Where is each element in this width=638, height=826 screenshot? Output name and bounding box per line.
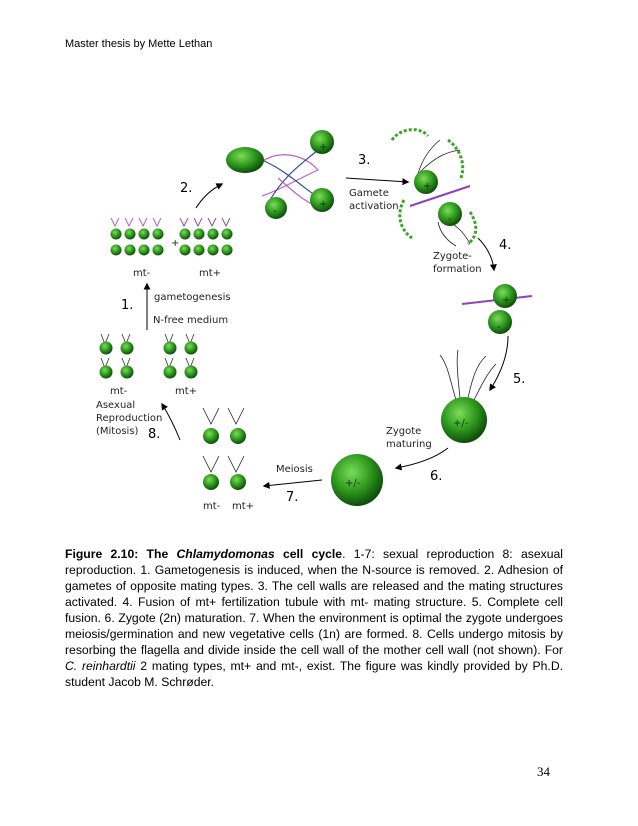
step-2-label: 2. [180,181,193,196]
label-gamete: Gamete [349,188,389,199]
step-8-label: 8. [148,427,161,442]
step-7-label: 7. [286,490,299,505]
label-mt-plus-bottom: mt+ [232,501,255,512]
label-nfree-medium: N-free medium [153,315,229,326]
step-1-label: 1. [121,298,134,313]
label-mt-minus-top: mt- [133,268,151,279]
label-activation: activation [349,201,399,212]
gamete-activation-cluster [392,130,476,246]
page-number: 34 [537,764,550,779]
label-gametogenesis: gametogenesis [154,292,231,303]
fused-zygote [440,350,496,443]
step-6-label: 6. [430,469,443,484]
label-meiosis: Meiosis [276,464,313,475]
gametes-mt-plus [180,218,233,256]
adhesion-cluster [226,130,334,219]
gametes-mt-minus [111,218,164,256]
vegetative-cells [100,334,198,379]
label-mt-minus-veg: mt- [110,386,128,397]
activation-plus: + [423,181,432,192]
caption-species: Chlamydomonas [176,547,275,561]
step-3-label: 3. [358,153,371,168]
adhesion-plus-1: + [319,142,328,153]
label-asexual-3: (Mitosis) [96,426,139,437]
page-header: Master thesis by Mette Lethan [65,38,213,50]
label-zygote-mat-1: Zygote [386,426,422,437]
figure-caption [65,546,563,690]
label-mt-plus-top: mt+ [199,268,222,279]
mature-zygote-sign: +/- [345,478,361,489]
label-zygote-form-1: Zygote- [433,251,472,262]
caption-fig-cycle: cell cycle [274,547,343,561]
gametes-plus-sign: + [171,238,180,249]
label-mt-plus-veg: mt+ [175,386,198,397]
fused-zygote-sign: +/- [453,418,469,429]
step-5-label: 5. [513,372,526,387]
caption-body-2: 2 mating types, mt+ and mt-, exist. The figure was kindly provided by Ph.D. student Jacob M. Schrøder. [65,659,564,689]
label-asexual-2: Reproduction [96,413,163,424]
mature-zygote [331,454,383,506]
formation-plus: + [502,295,511,306]
step-4-label: 4. [499,238,512,253]
caption-species-2: C. reinhardtii [65,659,136,673]
zygote-formation-cells [462,284,532,334]
adhesion-plus-2: + [319,199,328,210]
label-zygote-mat-2: maturing [386,439,432,450]
activation-minus: - [448,214,452,225]
formation-minus: - [497,322,501,333]
caption-fig-label: Figure 2.10: The [65,547,177,561]
label-mt-minus-bottom: mt- [203,501,221,512]
label-asexual-1: Asexual [96,400,136,411]
caption-body-1: . 1-7: sexual reproduction 8: asexual reproduction. 1. Gametogenesis is induced, when the N-source is removed. 2. Adhesion of gametes of opposite mating types. 3. The cell walls are released and the mating structures activated. 4. Fusion of mt+ fertilization tubule with mt- mating structure. 5. Complete cell fusion. 6. Zygote (2n) maturation. 7. When the environment is optimal the zygote undergoes meiosis/germination and new vegetative cells (1n) are formed. 8. Cells undergo mitosis by resorbing the flagella and divide inside the cell wall of the mother cell wall (not shown). For [65,547,563,657]
meiosis-products [203,408,246,490]
label-zygote-form-2: formation [433,264,482,275]
adhesion-minus: - [273,206,277,217]
